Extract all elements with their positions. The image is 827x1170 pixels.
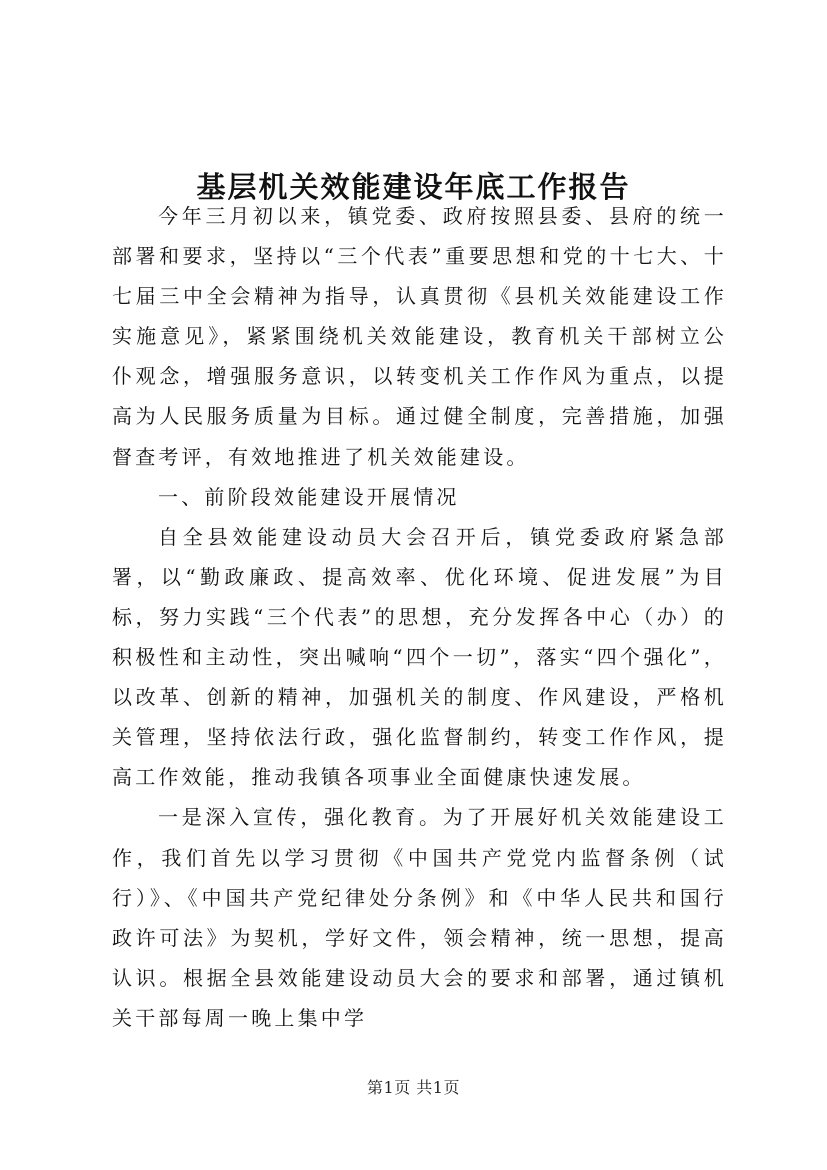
paragraph-intro: 今年三月初以来，镇党委、政府按照县委、县府的统一部署和要求，坚持以“三个代表”重要思想和党的十七大、十七届三中全会精神为指导，认真贯彻《县机关效能建设工作实施意见》，紧紧围绕机关效能建设，教育机关干部树立公仆观念，增强服务意识，以转变机关工作作风为重点，以提高为人民服务质量为目标。通过健全制度，完善措施，加强督查考评，有效地推进了机关效能建设。 (112, 204, 727, 469)
section-heading-1: 一、前阶段效能建设开展情况 (158, 484, 460, 509)
document-body (112, 196, 727, 1038)
paragraph-section-1: 自全县效能建设动员大会召开后，镇党委政府紧急部署，以“勤政廉政、提高效率、优化环境、促进发展”为目标，努力实践“三个代表”的思想，充分发挥各中心（办）的积极性和主动性，突出喊响“四个一切”，落实“四个强化”，以改革、创新的精神，加强机关的制度、作风建设，严格机关管理，坚持依法行政，强化监督制约，转变工作作风，提高工作效能，推动我镇各项事业全面健康快速发展。 (112, 524, 727, 790)
page-number-footer: 第1页 共1页 (367, 1078, 460, 1097)
document-title: 基层机关效能建设年底工作报告 (196, 170, 631, 205)
paragraph-point-1: 一是深入宣传，强化教育。为了开展好机关效能建设工作，我们首先以学习贯彻《中国共产党党内监督条例（试行）》、《中国共产党纪律处分条例》和《中华人民共和国行政许可法》为契机，学好文件，领会精神，统一思想，提高认识。根据全县效能建设动员大会的要求和部署，通过镇机关干部每周一晚上集中学 (112, 805, 727, 1030)
